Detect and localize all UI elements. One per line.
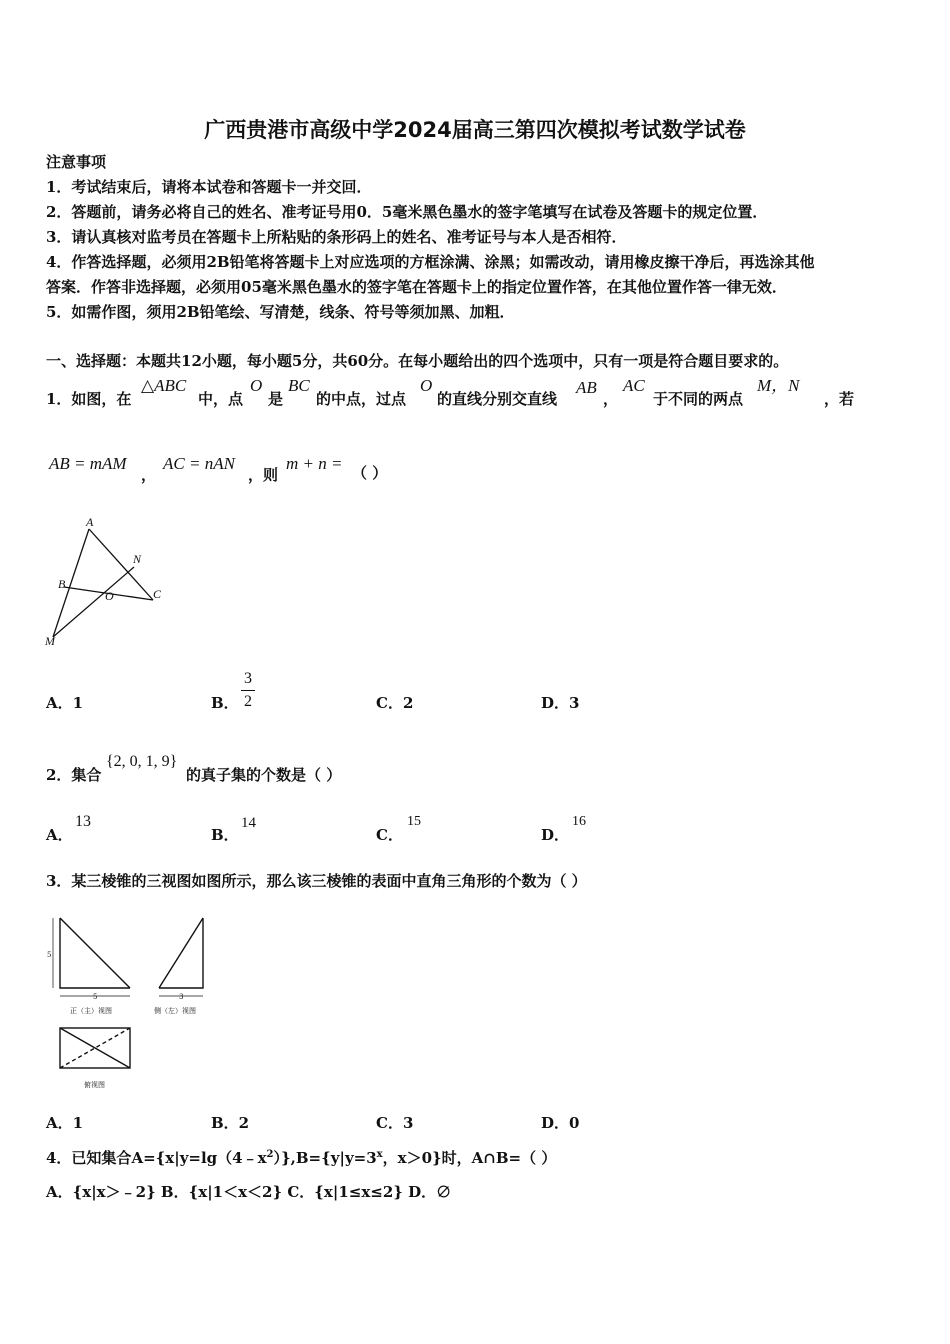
q1-math: AB xyxy=(576,378,597,397)
q1-text: 中，点 xyxy=(198,390,244,408)
q4-text-part: 4．已知集合A={x|y=lg（4﹣x xyxy=(46,1149,267,1167)
q2-text: 的真子集的个数是（ ） xyxy=(186,766,342,784)
front-view-hypotenuse xyxy=(60,918,130,988)
q1-text: ， xyxy=(603,390,619,408)
q1-text: ，若 xyxy=(824,390,855,408)
side-view-hypotenuse xyxy=(159,918,203,988)
q4-options[interactable]: A．{x|x＞﹣2} B．{x|1＜x＜2} C．{x|1≤x≤2} D．∅ xyxy=(46,1183,452,1201)
q1-option-b-fraction xyxy=(241,670,255,711)
q2-option-d[interactable]: D． xyxy=(541,826,570,844)
notice-item: 5．如需作图，须用2B铅笔绘、写清楚，线条、符号等须加黑、加粗． xyxy=(46,303,515,321)
q1-option-c[interactable]: C．2 xyxy=(376,694,414,712)
label-b: B xyxy=(58,577,66,591)
q3-option-a[interactable]: A．1 xyxy=(46,1114,84,1132)
q1-math: m + n = xyxy=(286,454,343,473)
top-view-caption: 俯视图 xyxy=(84,1081,105,1089)
q3-three-views-figure xyxy=(46,910,216,1092)
line-ac xyxy=(89,529,153,600)
q4-sup: x xyxy=(376,1149,383,1160)
label-c: C xyxy=(153,587,162,601)
q1-math: AC xyxy=(623,376,645,395)
q2-option-d-value: 16 xyxy=(572,814,586,829)
section-heading: 一、选择题：本题共12小题，每小题5分，共60分。在每小题给出的四个选项中，只有一项是符合题目要求的。 xyxy=(46,352,789,370)
q1-math: △ABC xyxy=(141,376,187,395)
label-o: O xyxy=(105,589,114,603)
label-a: A xyxy=(86,515,94,529)
q1-text: （ ） xyxy=(352,464,388,482)
notice-item: 3．请认真核对监考员在答题卡上所粘贴的条形码上的姓名、准考证号与本人是否相符． xyxy=(46,228,627,246)
q1-math: M，N xyxy=(757,376,800,395)
q4-text xyxy=(46,1149,556,1167)
side-view-caption: 侧（左）视图 xyxy=(154,1007,196,1015)
q4-text-part: ，x＞0}时，A∩B=（ ） xyxy=(382,1149,557,1167)
q1-text: ，则 xyxy=(248,466,279,484)
dim-label-side-width: 3 xyxy=(179,993,184,1001)
front-view-caption: 正（主）视图 xyxy=(70,1007,112,1015)
q3-option-d[interactable]: D．0 xyxy=(541,1114,580,1132)
q1-math: O xyxy=(420,376,433,395)
q1-math: AC = nAN xyxy=(163,454,235,473)
q1-text: ， xyxy=(141,466,157,484)
notice-heading: 注意事项 xyxy=(46,153,107,171)
q3-option-b[interactable]: B．2 xyxy=(211,1114,250,1132)
fraction-bar xyxy=(241,690,255,691)
notice-item: 答案．作答非选择题，必须用05毫米黑色墨水的签字笔在答题卡上的指定位置作答，在其他位置作答一律无效． xyxy=(46,278,787,296)
label-m: M xyxy=(45,634,55,648)
q1-text: 1．如图，在 xyxy=(46,390,132,408)
q2-option-b[interactable]: B． xyxy=(211,826,239,844)
dim-label-front-width: 5 xyxy=(93,993,98,1001)
fraction-denominator: 2 xyxy=(244,693,252,710)
page-title: 广西贵港市高级中学2024届高三第四次模拟考试数学试卷 xyxy=(204,118,746,142)
fraction-numerator: 3 xyxy=(244,670,252,687)
notice-item: 2．答题前，请务必将自己的姓名、准考证号用0．5毫米黑色墨水的签字笔填写在试卷及答题卡的规定位置． xyxy=(46,203,768,221)
q2-option-a-value: 13 xyxy=(75,813,91,830)
label-n: N xyxy=(133,552,142,566)
q4-text-part: ）},B={y|y=3 xyxy=(273,1149,377,1167)
q2-set: {2, 0, 1, 9} xyxy=(106,753,178,770)
q2-option-b-value: 14 xyxy=(241,815,256,831)
notice-item: 1．考试结束后，请将本试卷和答题卡一并交回． xyxy=(46,178,372,196)
q1-math: O xyxy=(250,376,263,395)
q1-triangle-figure xyxy=(40,512,180,652)
q2-option-c[interactable]: C． xyxy=(376,826,403,844)
q1-option-d[interactable]: D．3 xyxy=(541,694,580,712)
notice-item: 4．作答选择题，必须用2B铅笔将答题卡上对应选项的方框涂满、涂黑；如需改动，请用橡皮擦干净后，再选涂其他 xyxy=(46,253,815,271)
q1-option-a[interactable]: A．1 xyxy=(46,694,84,712)
top-view-diagonal xyxy=(60,1028,130,1068)
q1-text: 的中点，过点 xyxy=(316,390,407,408)
q3-text: 3．某三棱锥的三视图如图所示，那么该三棱锥的表面中直角三角形的个数为（ ） xyxy=(46,872,587,890)
q1-text: 是 xyxy=(268,390,284,408)
q2-option-a[interactable]: A． xyxy=(46,826,73,844)
q4-sup: 2 xyxy=(266,1149,274,1160)
q1-option-b[interactable]: B． xyxy=(211,694,239,712)
q1-text: 于不同的两点 xyxy=(653,390,744,408)
q2-option-c-value: 15 xyxy=(407,814,421,829)
q2-text: 2．集合 xyxy=(46,766,102,784)
q1-math: AB = mAM xyxy=(49,454,127,473)
q1-math: BC xyxy=(288,376,310,395)
dim-label-height: 5 xyxy=(47,951,52,959)
q3-option-c[interactable]: C．3 xyxy=(376,1114,414,1132)
q1-text: 的直线分别交直线 xyxy=(437,390,558,408)
